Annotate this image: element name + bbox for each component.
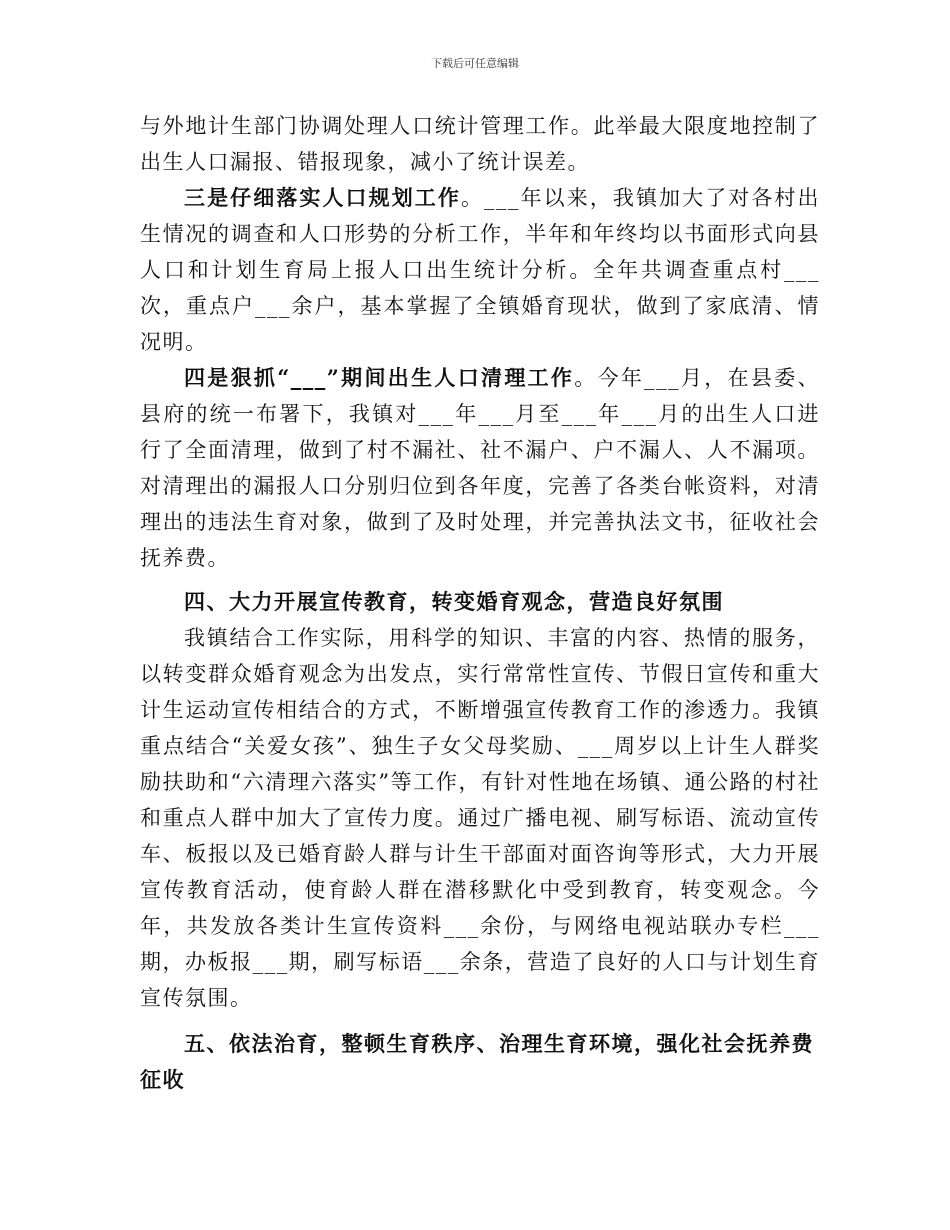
section-heading-4: 四、大力开展宣传教育，转变婚育观念，营造良好氛围 (184, 589, 724, 614)
paragraph-birth-cleanup (140, 360, 820, 576)
paragraph-text-population-planning: 。___年以来，我镇加大了对各村出生情况的调查和人口形势的分析工作，半年和年终均以书面形式向县人口和计划生育局上报人口出生统计分析。全年共调查重点村___次，重点户___余户，基本掌握了全镇婚育现状，做到了家底清、情况明。 (140, 186, 821, 354)
paragraph-text-birth-cleanup: 。今年___月，在县委、县府的统一布署下，我镇对___年___月至___年___月的出生人口进行了全面清理，做到了村不漏社、社不漏户、户不漏人、人不漏项。对清理出的漏报人口分别归位到各年度，完善了各类台帐资料，对清理出的违法生育对象，做到了及时处理，并完善执法文书，征收社会抚养费。 (140, 366, 820, 570)
paragraph-population-planning (140, 180, 820, 360)
page-header-note: 下载后可任意编辑 (431, 57, 519, 70)
paragraph-continuation: 与外地计生部门协调处理人口统计管理工作。此举最大限度地控制了出生人口漏报、错报现象，减小了统计误差。 (140, 114, 820, 174)
document-body (140, 108, 820, 1098)
section-heading-5: 五、依法治育，整顿生育秩序、治理生育环境，强化社会抚养费征收 (140, 1031, 814, 1092)
paragraph-lead-birth-cleanup: 四是狠抓“___”期间出生人口清理工作 (184, 365, 575, 390)
paragraph-lead-population-planning: 三是仔细落实人口规划工作 (184, 185, 461, 210)
paragraph-publicity: 我镇结合工作实际，用科学的知识、丰富的内容、热情的服务，以转变群众婚育观念为出发点，实行常常性宣传、节假日宣传和重大计生运动宣传相结合的方式，不断增强宣传教育工作的渗透力。我镇重点结合“关爱女孩”、独生子女父母奖励、___周岁以上计生人群奖励扶助和“六清理六落实”等工作，有针对性地在场镇、通公路的村社和重点人群中加大了宣传力度。通过广播电视、刷写标语、流动宣传车、板报以及已婚育龄人群与计生干部面对面咨询等形式，大力开展宣传教育活动，使育龄人群在潜移默化中受到教育，转变观念。今年，共发放各类计生宣传资料___余份，与网络电视站联办专栏___期，办板报___期，刷写标语___余条，营造了良好的人口与计划生育宣传氛围。 (140, 626, 820, 1010)
